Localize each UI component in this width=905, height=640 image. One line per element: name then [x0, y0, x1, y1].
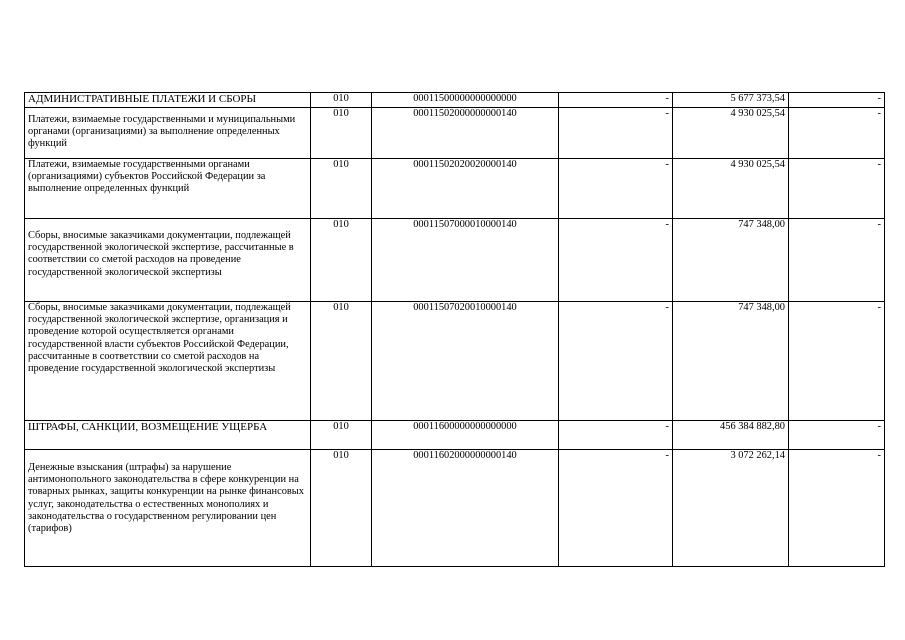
row-remainder-value: -: [789, 219, 885, 302]
row-line-code: 010: [311, 219, 372, 302]
table-row: [25, 421, 885, 450]
row-name: ШТРАФЫ, САНКЦИИ, ВОЗМЕЩЕНИЕ УЩЕРБА: [25, 421, 311, 450]
row-plan-value: -: [559, 219, 673, 302]
row-name: АДМИНИСТРАТИВНЫЕ ПЛАТЕЖИ И СБОРЫ: [25, 93, 311, 108]
row-line-code: 010: [311, 108, 372, 159]
row-executed-value: 5 677 373,54: [673, 93, 789, 108]
row-executed-value: 456 384 882,80: [673, 421, 789, 450]
table-row: [25, 219, 885, 302]
row-line-code: 010: [311, 450, 372, 567]
revenue-table: [24, 92, 885, 567]
row-executed-value: 747 348,00: [673, 219, 789, 302]
row-budget-code: 00011602000000000140: [372, 450, 559, 567]
row-line-code: 010: [311, 421, 372, 450]
row-line-code: 010: [311, 159, 372, 219]
row-name: Сборы, вносимые заказчиками документации, подлежащей государственной экологической экспертизе, организация и проведение которой осуществляется органами государственной власти субъектов Российской Федерации, рассчитанные в соответствии со сметой расходов на проведение государственной экологической экспертизы: [25, 302, 311, 421]
row-budget-code: 00011502020020000140: [372, 159, 559, 219]
row-budget-code: 00011502000000000140: [372, 108, 559, 159]
row-line-code: 010: [311, 302, 372, 421]
table-row: [25, 450, 885, 567]
row-plan-value: -: [559, 450, 673, 567]
row-budget-code: 00011600000000000000: [372, 421, 559, 450]
row-plan-value: -: [559, 108, 673, 159]
row-remainder-value: -: [789, 93, 885, 108]
row-remainder-value: -: [789, 302, 885, 421]
row-budget-code: 00011500000000000000: [372, 93, 559, 108]
row-budget-code: 00011507020010000140: [372, 302, 559, 421]
row-remainder-value: -: [789, 159, 885, 219]
row-remainder-value: -: [789, 421, 885, 450]
row-remainder-value: -: [789, 450, 885, 567]
row-remainder-value: -: [789, 108, 885, 159]
row-line-code: 010: [311, 93, 372, 108]
row-budget-code: 00011507000010000140: [372, 219, 559, 302]
row-executed-value: 4 930 025,54: [673, 159, 789, 219]
row-plan-value: -: [559, 159, 673, 219]
row-plan-value: -: [559, 302, 673, 421]
table-row: [25, 159, 885, 219]
row-name: Платежи, взимаемые государственными органами (организациями) субъектов Российской Федерации за выполнение определенных функций: [25, 159, 311, 219]
row-name: Сборы, вносимые заказчиками документации, подлежащей государственной экологической экспертизе, рассчитанные в соответствии со сметой расходов на проведение государственной экологической экспертизы: [25, 219, 311, 302]
table-row: [25, 93, 885, 108]
row-plan-value: -: [559, 421, 673, 450]
row-name: Платежи, взимаемые государственными и муниципальными органами (организациями) за выполнение определенных функций: [25, 108, 311, 159]
table-row: [25, 108, 885, 159]
row-executed-value: 4 930 025,54: [673, 108, 789, 159]
row-executed-value: 3 072 262,14: [673, 450, 789, 567]
row-executed-value: 747 348,00: [673, 302, 789, 421]
table-row: [25, 302, 885, 421]
row-plan-value: -: [559, 93, 673, 108]
row-name: Денежные взыскания (штрафы) за нарушение антимонопольного законодательства в сфере конкуренции на товарных рынках, защиты конкуренции на рынке финансовых услуг, законодательства о естественных монополиях и законодательства о государственном регулировании цен (тарифов): [25, 450, 311, 567]
